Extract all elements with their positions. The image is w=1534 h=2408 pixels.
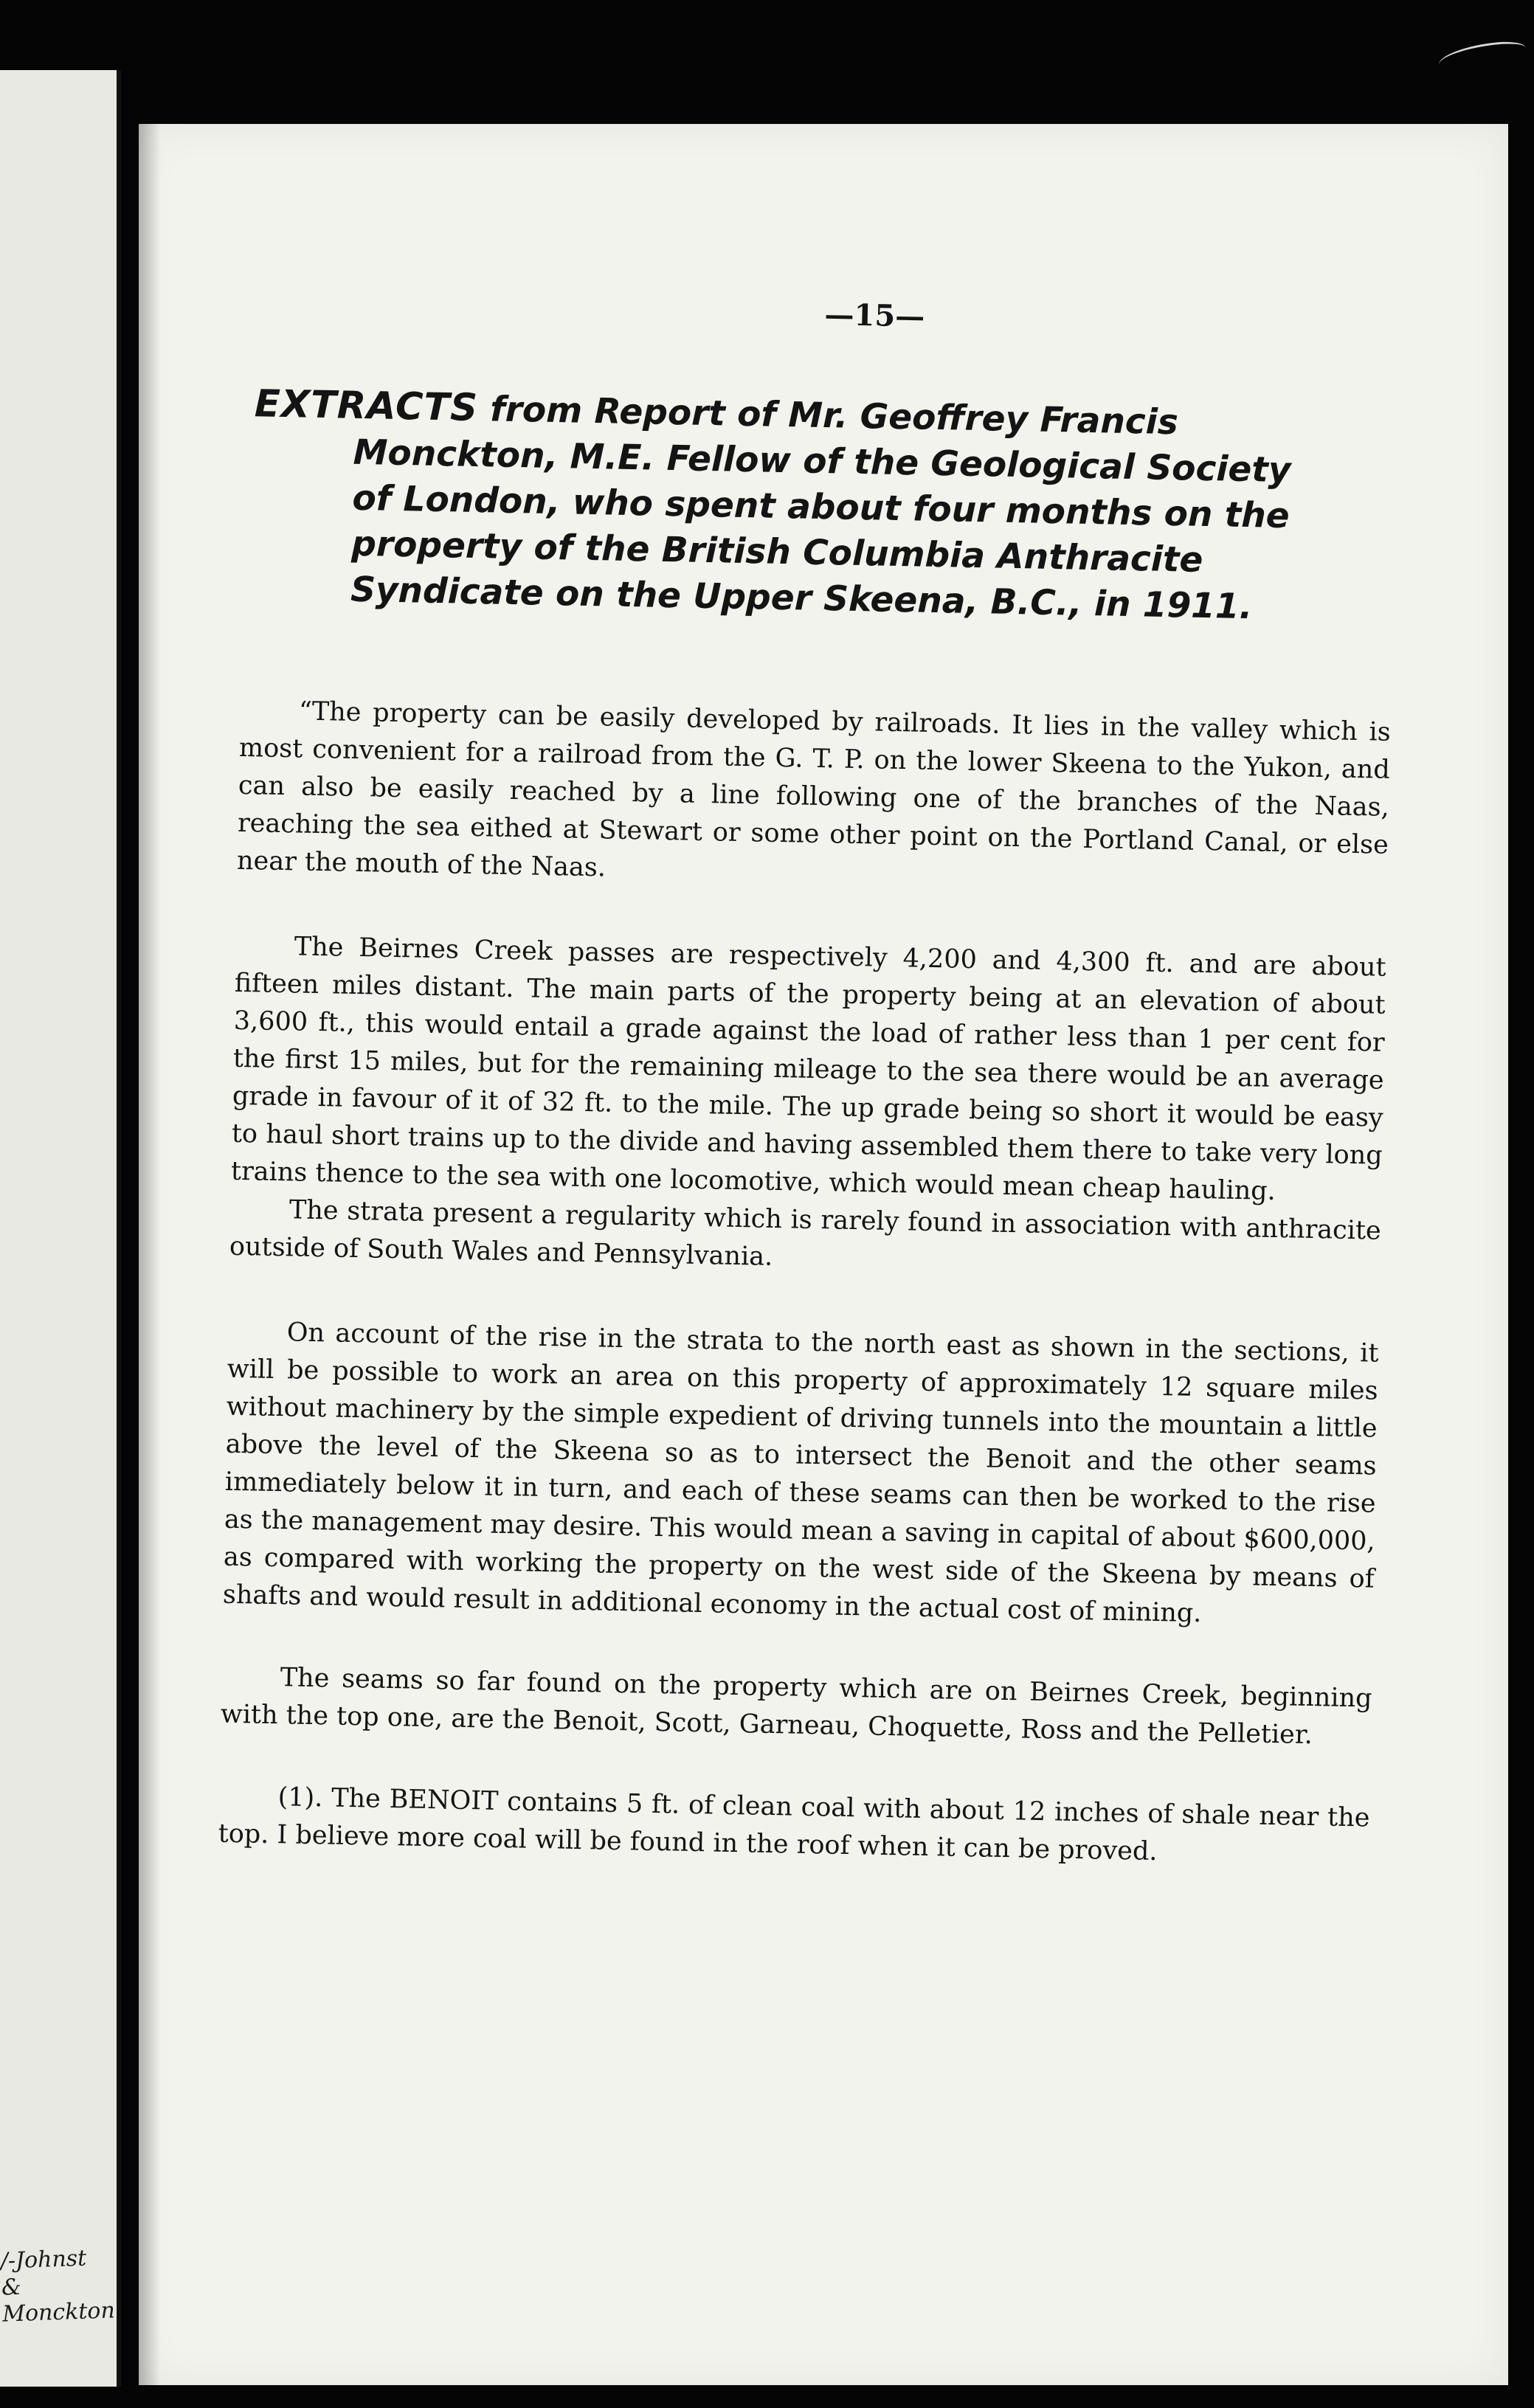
heading-line-2: Monckton, M.E. Fellow of the Geological Society [353, 432, 1291, 491]
paragraph-benoit-seam: (1). The BENOIT contains 5 ft. of clean coal with about 12 inches of shale near the top. I believe more coal will be found in the roof when it can be proved. [218, 1782, 1370, 1867]
document-page [139, 124, 1508, 2385]
heading-line-5: Syndicate on the Upper Skeena, B.C., in 1911. [350, 569, 1253, 628]
paragraph-beirnes-creek-passes: The Beirnes Creek passes are respectively 4,200 and 4,300 ft. and are about fifteen miles distant. The main parts of the property being at an elevation of about 3,600 ft., this would entail a grade against the load of rather less than 1 per cent for the first 15 miles, but for the remaining mileage to the sea there would be an average grade in favour of it of 32 ft. to the mile. The up grade being so short it would be easy to haul short trains up to the divide and having assembled them there to take very long trains thence to the sea with one locomotive, which would mean cheap hauling. [230, 932, 1386, 1206]
heading-line-3: of London, who spent about four months on the [351, 477, 1291, 537]
gutter-shadow [139, 124, 161, 2385]
document-heading [242, 381, 1397, 633]
paragraph-railroads: “The property can be easily developed by railroads. It lies in the valley which is most convenient for a railroad from the G. T. P. on the lower Skeena to the Yukon, and can also be easily reached by a line following one of the branches of the Naas, reaching the sea eithed at Stewart or some other point on the Portland Canal, or else near the mouth of the Naas. [236, 696, 1392, 883]
heading-line-1-rest: from Report of Mr. Geoffrey Francis [477, 389, 1179, 443]
scan-edge-mark [1437, 38, 1527, 75]
paragraph-strata-regularity: The strata present a regularity which is rarely found in association with anthracite outside of South Wales and Pennsylvania. [229, 1195, 1382, 1272]
left-page-margin-note: /-Johnst & Monckton [0, 2245, 116, 2328]
page-content [218, 286, 1398, 1875]
left-page-sliver [0, 70, 121, 2387]
page-number: —15— [824, 297, 925, 334]
heading-line-4: property of the British Columbia Anthracite [350, 523, 1203, 581]
heading-lead-word: EXTRACTS [254, 382, 479, 431]
paragraph-rise-in-strata: On account of the rise in the strata to the north east as shown in the sections, it will be possible to work an area on this property of approximately 12 square miles without machinery by the simple expedient of driving tunnels into the mountain a little above the level of the Skeena so as to intersect the Benoit and the other seams immediately below it in turn, and each of these seams can then be worked to the rise as the management may desire. This would mean a saving in capital of about $600,000, as compared with working the property on the west side of the Skeena by means of shafts and would result in additional economy in the actual cost of mining. [222, 1318, 1379, 1629]
paragraph-seams-found: The seams so far found on the property which are on Beirnes Creek, beginning with the top one, are the Benoit, Scott, Garneau, Choquette, Ross and the Pelletier. [220, 1663, 1372, 1751]
